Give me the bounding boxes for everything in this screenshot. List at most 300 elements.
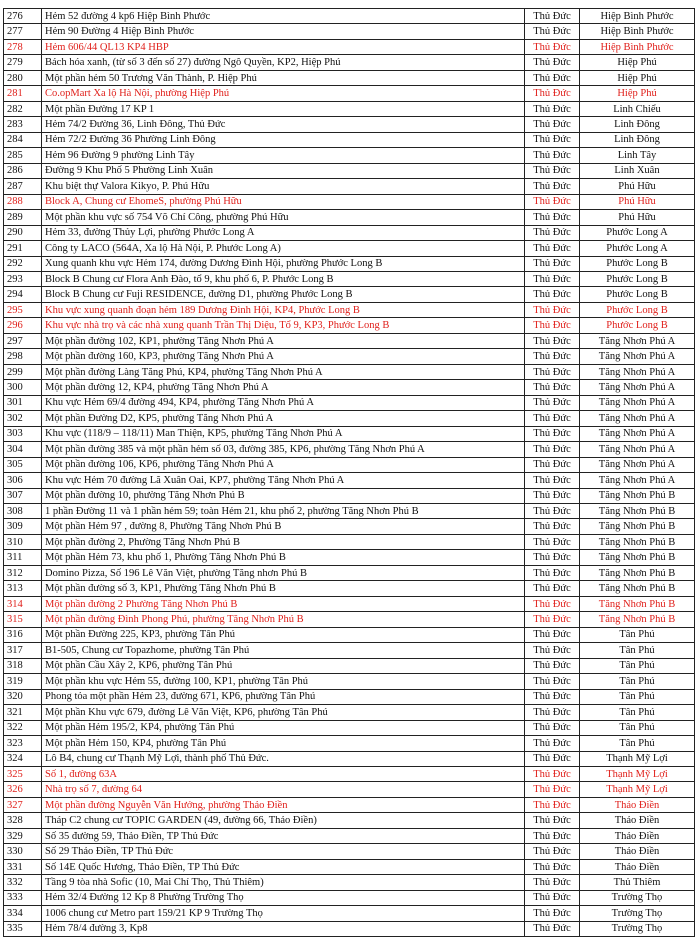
district-cell: Thủ Đức	[525, 349, 580, 364]
district-cell: Thủ Đức	[525, 364, 580, 379]
row-number-cell: 310	[4, 534, 42, 549]
location-cell: Một phần đường Làng Tăng Phú, KP4, phường Tăng Nhơn Phú A	[42, 364, 525, 379]
district-cell: Thủ Đức	[525, 844, 580, 859]
row-number-cell: 288	[4, 194, 42, 209]
table-row	[4, 813, 695, 828]
district-cell: Thủ Đức	[525, 658, 580, 673]
location-cell: Nhà trọ số 7, đường 64	[42, 782, 525, 797]
table-row	[4, 906, 695, 921]
table-row	[4, 333, 695, 348]
location-cell: Lô B4, chung cư Thạnh Mỹ Lợi, thành phố Thủ Đức.	[42, 751, 525, 766]
ward-cell: Tăng Nhơn Phú B	[580, 596, 695, 611]
row-number-cell: 302	[4, 411, 42, 426]
ward-cell: Linh Đông	[580, 132, 695, 147]
table-row	[4, 921, 695, 936]
district-cell: Thủ Đức	[525, 241, 580, 256]
location-cell: Một phần Đường 225, KP3, phường Tân Phú	[42, 627, 525, 642]
row-number-cell: 300	[4, 380, 42, 395]
district-cell: Thủ Đức	[525, 488, 580, 503]
table-row	[4, 674, 695, 689]
district-cell: Thủ Đức	[525, 194, 580, 209]
district-cell: Thủ Đức	[525, 782, 580, 797]
ward-cell: Thảo Điền	[580, 813, 695, 828]
location-cell: Co.opMart Xa lộ Hà Nội, phường Hiệp Phú	[42, 86, 525, 101]
ward-cell: Tăng Nhơn Phú A	[580, 349, 695, 364]
ward-cell: Linh Chiểu	[580, 101, 695, 116]
table-row	[4, 550, 695, 565]
ward-cell: Tân Phú	[580, 658, 695, 673]
ward-cell: Thảo Điền	[580, 859, 695, 874]
ward-cell: Tăng Nhơn Phú B	[580, 612, 695, 627]
district-cell: Thủ Đức	[525, 519, 580, 534]
district-cell: Thủ Đức	[525, 24, 580, 39]
table-row	[4, 271, 695, 286]
location-cell: Một phần đường Đình Phong Phú, phường Tăng Nhơn Phú B	[42, 612, 525, 627]
row-number-cell: 329	[4, 828, 42, 843]
ward-cell: Tăng Nhơn Phú A	[580, 442, 695, 457]
district-cell: Thủ Đức	[525, 797, 580, 812]
row-number-cell: 298	[4, 349, 42, 364]
table-row	[4, 148, 695, 163]
district-cell: Thủ Đức	[525, 643, 580, 658]
ward-cell: Phước Long B	[580, 287, 695, 302]
table-row	[4, 395, 695, 410]
table-row	[4, 643, 695, 658]
location-cell: Một phần đường 160, KP3, phường Tăng Nhơn Phú A	[42, 349, 525, 364]
location-cell: Một phần hẻm 50 Trương Văn Thành, P. Hiệp Phú	[42, 70, 525, 85]
table-row	[4, 426, 695, 441]
district-cell: Thủ Đức	[525, 210, 580, 225]
table-row	[4, 890, 695, 905]
row-number-cell: 330	[4, 844, 42, 859]
table-row	[4, 519, 695, 534]
row-number-cell: 289	[4, 210, 42, 225]
district-cell: Thủ Đức	[525, 380, 580, 395]
location-cell: Một phần Hẻm 73, khu phố 1, Phường Tăng Nhơn Phú B	[42, 550, 525, 565]
district-cell: Thủ Đức	[525, 163, 580, 178]
district-cell: Thủ Đức	[525, 426, 580, 441]
location-cell: Khu vực (118/9 – 118/11) Man Thiện, KP5, phường Tăng Nhơn Phú A	[42, 426, 525, 441]
location-cell: Khu vực Hẻm 70 đường Lã Xuân Oai, KP7, phường Tăng Nhơn Phú A	[42, 473, 525, 488]
location-cell: Một phần Cầu Xây 2, KP6, phường Tân Phú	[42, 658, 525, 673]
row-number-cell: 284	[4, 132, 42, 147]
ward-cell: Phước Long A	[580, 241, 695, 256]
row-number-cell: 328	[4, 813, 42, 828]
row-number-cell: 299	[4, 364, 42, 379]
row-number-cell: 333	[4, 890, 42, 905]
location-cell: Đường 9 Khu Phố 5 Phường Linh Xuân	[42, 163, 525, 178]
location-cell: Tầng 9 tòa nhà Sofic (10, Mai Chí Thọ, Thủ Thiêm)	[42, 875, 525, 890]
location-cell: Một phần khu vực số 754 Võ Chí Công, phường Phú Hữu	[42, 210, 525, 225]
table-row	[4, 179, 695, 194]
row-number-cell: 305	[4, 457, 42, 472]
location-cell: Block B Chung cư Fuji RESIDENCE, đường D1, phường Phước Long B	[42, 287, 525, 302]
ward-cell: Hiệp Phú	[580, 70, 695, 85]
location-cell: Số 29 Thảo Điền, TP Thủ Đức	[42, 844, 525, 859]
ward-cell: Tân Phú	[580, 627, 695, 642]
ward-cell: Hiệp Bình Phước	[580, 24, 695, 39]
location-cell: Khu vực xung quanh đoạn hẻm 189 Dương Đình Hội, KP4, Phước Long B	[42, 302, 525, 317]
row-number-cell: 296	[4, 318, 42, 333]
row-number-cell: 326	[4, 782, 42, 797]
table-row	[4, 596, 695, 611]
district-cell: Thủ Đức	[525, 287, 580, 302]
document-page	[3, 8, 694, 937]
table-row	[4, 256, 695, 271]
ward-cell: Phước Long B	[580, 271, 695, 286]
ward-cell: Trường Thọ	[580, 921, 695, 936]
row-number-cell: 285	[4, 148, 42, 163]
district-cell: Thủ Đức	[525, 148, 580, 163]
row-number-cell: 334	[4, 906, 42, 921]
location-cell: Một phần Khu vực 679, đường Lê Văn Việt, KP6, phường Tân Phú	[42, 705, 525, 720]
district-cell: Thủ Đức	[525, 225, 580, 240]
table-row	[4, 782, 695, 797]
location-cell: Xung quanh khu vực Hẻm 174, đường Dương Đình Hội, phường Phước Long B	[42, 256, 525, 271]
row-number-cell: 312	[4, 565, 42, 580]
district-cell: Thủ Đức	[525, 813, 580, 828]
ward-cell: Tăng Nhơn Phú A	[580, 426, 695, 441]
district-cell: Thủ Đức	[525, 256, 580, 271]
district-cell: Thủ Đức	[525, 828, 580, 843]
district-cell: Thủ Đức	[525, 473, 580, 488]
table-row	[4, 70, 695, 85]
row-number-cell: 278	[4, 39, 42, 54]
table-row	[4, 101, 695, 116]
ward-cell: Hiệp Bình Phước	[580, 39, 695, 54]
location-cell: Tháp C2 chung cư TOPIC GARDEN (49, đường 66, Thảo Điền)	[42, 813, 525, 828]
location-cell: Hẻm 90 Đường 4 Hiệp Bình Phước	[42, 24, 525, 39]
row-number-cell: 323	[4, 736, 42, 751]
ward-cell: Phước Long B	[580, 256, 695, 271]
row-number-cell: 317	[4, 643, 42, 658]
table-row	[4, 380, 695, 395]
location-cell: Một phần Hẻm 97 , đường 8, Phường Tăng Nhơn Phú B	[42, 519, 525, 534]
district-cell: Thủ Đức	[525, 86, 580, 101]
table-row	[4, 828, 695, 843]
table-row	[4, 24, 695, 39]
table-row	[4, 117, 695, 132]
table-row	[4, 736, 695, 751]
location-cell: Hẻm 74/2 Đường 36, Linh Đông, Thủ Đức	[42, 117, 525, 132]
row-number-cell: 321	[4, 705, 42, 720]
location-cell: Một phần đường Nguyễn Văn Hưởng, phường Thảo Điền	[42, 797, 525, 812]
location-cell: Hẻm 72/2 Đường 36 Phường Linh Đông	[42, 132, 525, 147]
district-cell: Thủ Đức	[525, 689, 580, 704]
ward-cell: Tăng Nhơn Phú B	[580, 550, 695, 565]
row-number-cell: 319	[4, 674, 42, 689]
table-row	[4, 797, 695, 812]
district-cell: Thủ Đức	[525, 411, 580, 426]
ward-cell: Phước Long A	[580, 225, 695, 240]
row-number-cell: 281	[4, 86, 42, 101]
ward-cell: Tân Phú	[580, 689, 695, 704]
row-number-cell: 297	[4, 333, 42, 348]
ward-cell: Tăng Nhơn Phú B	[580, 565, 695, 580]
table-row	[4, 364, 695, 379]
table-row	[4, 9, 695, 24]
district-cell: Thủ Đức	[525, 875, 580, 890]
table-row	[4, 349, 695, 364]
row-number-cell: 306	[4, 473, 42, 488]
row-number-cell: 327	[4, 797, 42, 812]
table-row	[4, 627, 695, 642]
row-number-cell: 303	[4, 426, 42, 441]
location-cell: 1006 chung cư Metro part 159/21 KP 9 Trường Thọ	[42, 906, 525, 921]
row-number-cell: 331	[4, 859, 42, 874]
row-number-cell: 320	[4, 689, 42, 704]
district-cell: Thủ Đức	[525, 179, 580, 194]
table-row	[4, 473, 695, 488]
table-row	[4, 488, 695, 503]
location-cell: Hẻm 32/4 Đường 12 Kp 8 Phường Trường Thọ	[42, 890, 525, 905]
district-cell: Thủ Đức	[525, 101, 580, 116]
district-cell: Thủ Đức	[525, 890, 580, 905]
ward-cell: Linh Xuân	[580, 163, 695, 178]
ward-cell: Hiệp Phú	[580, 86, 695, 101]
ward-cell: Tân Phú	[580, 736, 695, 751]
row-number-cell: 309	[4, 519, 42, 534]
table-row	[4, 751, 695, 766]
district-cell: Thủ Đức	[525, 117, 580, 132]
table-row	[4, 411, 695, 426]
location-cell: Hẻm 606/44 QL13 KP4 HBP	[42, 39, 525, 54]
row-number-cell: 304	[4, 442, 42, 457]
ward-cell: Thủ Thiêm	[580, 875, 695, 890]
ward-cell: Phú Hữu	[580, 210, 695, 225]
district-cell: Thủ Đức	[525, 736, 580, 751]
row-number-cell: 335	[4, 921, 42, 936]
table-row	[4, 302, 695, 317]
ward-cell: Tăng Nhơn Phú A	[580, 457, 695, 472]
district-cell: Thủ Đức	[525, 627, 580, 642]
ward-cell: Hiệp Phú	[580, 55, 695, 70]
ward-cell: Trường Thọ	[580, 890, 695, 905]
row-number-cell: 322	[4, 720, 42, 735]
district-cell: Thủ Đức	[525, 921, 580, 936]
row-number-cell: 308	[4, 504, 42, 519]
table-row	[4, 457, 695, 472]
location-cell: Một phần Hẻm 150, KP4, phường Tân Phú	[42, 736, 525, 751]
table-row	[4, 132, 695, 147]
row-number-cell: 315	[4, 612, 42, 627]
district-cell: Thủ Đức	[525, 550, 580, 565]
ward-cell: Phước Long B	[580, 302, 695, 317]
ward-cell: Tăng Nhơn Phú B	[580, 534, 695, 549]
location-cell: Hẻm 96 Đường 9 phường Linh Tây	[42, 148, 525, 163]
location-cell: Số 14E Quốc Hương, Thảo Điền, TP Thủ Đức	[42, 859, 525, 874]
location-cell: Một phần đường 385 và một phần hẻm số 03, đường 385, KP6, phường Tăng Nhơn Phú A	[42, 442, 525, 457]
table-row	[4, 39, 695, 54]
location-cell: Một phần đường 106, KP6, phường Tăng Nhơn Phú A	[42, 457, 525, 472]
table-row	[4, 720, 695, 735]
row-number-cell: 279	[4, 55, 42, 70]
ward-cell: Thạnh Mỹ Lợi	[580, 782, 695, 797]
location-cell: Khu biệt thự Valora Kikyo, P. Phú Hữu	[42, 179, 525, 194]
ward-cell: Trường Thọ	[580, 906, 695, 921]
row-number-cell: 324	[4, 751, 42, 766]
table-row	[4, 705, 695, 720]
ward-cell: Linh Tây	[580, 148, 695, 163]
district-cell: Thủ Đức	[525, 457, 580, 472]
table-row	[4, 241, 695, 256]
ward-cell: Tăng Nhơn Phú A	[580, 380, 695, 395]
district-cell: Thủ Đức	[525, 581, 580, 596]
district-cell: Thủ Đức	[525, 612, 580, 627]
table-body	[4, 9, 695, 937]
district-cell: Thủ Đức	[525, 271, 580, 286]
ward-cell: Tăng Nhơn Phú A	[580, 364, 695, 379]
ward-cell: Thảo Điền	[580, 828, 695, 843]
location-cell: Domino Pizza, Số 196 Lê Văn Việt, phường Tăng nhơn Phú B	[42, 565, 525, 580]
row-number-cell: 332	[4, 875, 42, 890]
table-row	[4, 766, 695, 781]
location-cell: B1-505, Chung cư Topazhome, phường Tân Phú	[42, 643, 525, 658]
table-row	[4, 210, 695, 225]
row-number-cell: 283	[4, 117, 42, 132]
table-row	[4, 504, 695, 519]
ward-cell: Thảo Điền	[580, 797, 695, 812]
ward-cell: Tăng Nhơn Phú B	[580, 581, 695, 596]
location-cell: Số 35 đường 59, Thảo Điền, TP Thủ Đức	[42, 828, 525, 843]
location-cell: Một phần Đường D2, KP5, phường Tăng Nhơn Phú A	[42, 411, 525, 426]
location-cell: Một phần đường 12, KP4, phường Tăng Nhơn Phú A	[42, 380, 525, 395]
table-row	[4, 318, 695, 333]
ward-cell: Linh Đông	[580, 117, 695, 132]
location-cell: Phong tỏa một phần Hẻm 23, đường 671, KP6, phường Tân Phú	[42, 689, 525, 704]
row-number-cell: 316	[4, 627, 42, 642]
district-cell: Thủ Đức	[525, 55, 580, 70]
district-cell: Thủ Đức	[525, 766, 580, 781]
location-cell: Hẻm 33, đường Thủy Lợi, phường Phước Long A	[42, 225, 525, 240]
district-cell: Thủ Đức	[525, 720, 580, 735]
location-cell: Khu vực nhà trọ và các nhà xung quanh Trần Thị Diệu, Tổ 9, KP3, Phước Long B	[42, 318, 525, 333]
district-cell: Thủ Đức	[525, 333, 580, 348]
district-cell: Thủ Đức	[525, 39, 580, 54]
row-number-cell: 276	[4, 9, 42, 24]
ward-cell: Hiệp Bình Phước	[580, 9, 695, 24]
ward-cell: Tăng Nhơn Phú B	[580, 519, 695, 534]
district-cell: Thủ Đức	[525, 70, 580, 85]
ward-cell: Phú Hữu	[580, 194, 695, 209]
table-row	[4, 194, 695, 209]
lockdown-locations-table	[3, 8, 695, 937]
row-number-cell: 280	[4, 70, 42, 85]
location-cell: Một phần đường 2 Phường Tăng Nhơn Phú B	[42, 596, 525, 611]
location-cell: Block A, Chung cư EhomeS, phường Phú Hữu	[42, 194, 525, 209]
table-row	[4, 658, 695, 673]
ward-cell: Thạnh Mỹ Lợi	[580, 751, 695, 766]
district-cell: Thủ Đức	[525, 596, 580, 611]
table-row	[4, 163, 695, 178]
table-row	[4, 565, 695, 580]
ward-cell: Tân Phú	[580, 643, 695, 658]
location-cell: Hẻm 52 đường 4 kp6 Hiệp Bình Phước	[42, 9, 525, 24]
ward-cell: Phước Long B	[580, 318, 695, 333]
row-number-cell: 277	[4, 24, 42, 39]
row-number-cell: 293	[4, 271, 42, 286]
location-cell: Một phần đường 10, phường Tăng Nhơn Phú B	[42, 488, 525, 503]
district-cell: Thủ Đức	[525, 751, 580, 766]
ward-cell: Thảo Điền	[580, 844, 695, 859]
row-number-cell: 314	[4, 596, 42, 611]
row-number-cell: 325	[4, 766, 42, 781]
ward-cell: Tân Phú	[580, 705, 695, 720]
ward-cell: Tăng Nhơn Phú A	[580, 333, 695, 348]
location-cell: Khu vực Hẻm 69/4 đường 494, KP4, phường Tăng Nhơn Phú A	[42, 395, 525, 410]
district-cell: Thủ Đức	[525, 674, 580, 689]
location-cell: Số 1, đường 63A	[42, 766, 525, 781]
table-row	[4, 612, 695, 627]
row-number-cell: 282	[4, 101, 42, 116]
location-cell: 1 phần Đường 11 và 1 phần hẻm 59; toàn Hẻm 21, khu phố 2, phường Tăng Nhơn Phú B	[42, 504, 525, 519]
table-row	[4, 581, 695, 596]
row-number-cell: 292	[4, 256, 42, 271]
table-row	[4, 844, 695, 859]
location-cell: Một phần Hẻm 195/2, KP4, phường Tân Phú	[42, 720, 525, 735]
ward-cell: Tăng Nhơn Phú B	[580, 488, 695, 503]
location-cell: Một phần đường 102, KP1, phường Tăng Nhơn Phú A	[42, 333, 525, 348]
district-cell: Thủ Đức	[525, 705, 580, 720]
ward-cell: Tăng Nhơn Phú B	[580, 504, 695, 519]
row-number-cell: 307	[4, 488, 42, 503]
location-cell: Công ty LACO (564A, Xa lộ Hà Nội, P. Phước Long A)	[42, 241, 525, 256]
ward-cell: Tăng Nhơn Phú A	[580, 395, 695, 410]
location-cell: Hẻm 78/4 đường 3, Kp8	[42, 921, 525, 936]
row-number-cell: 295	[4, 302, 42, 317]
ward-cell: Tăng Nhơn Phú A	[580, 411, 695, 426]
table-row	[4, 287, 695, 302]
row-number-cell: 318	[4, 658, 42, 673]
district-cell: Thủ Đức	[525, 534, 580, 549]
ward-cell: Tân Phú	[580, 674, 695, 689]
location-cell: Một phần khu vực Hẻm 55, đường 100, KP1, phường Tân Phú	[42, 674, 525, 689]
row-number-cell: 286	[4, 163, 42, 178]
row-number-cell: 291	[4, 241, 42, 256]
district-cell: Thủ Đức	[525, 395, 580, 410]
table-row	[4, 86, 695, 101]
district-cell: Thủ Đức	[525, 906, 580, 921]
district-cell: Thủ Đức	[525, 9, 580, 24]
row-number-cell: 290	[4, 225, 42, 240]
table-row	[4, 225, 695, 240]
table-row	[4, 689, 695, 704]
row-number-cell: 287	[4, 179, 42, 194]
location-cell: Một phần đường 2, Phường Tăng Nhơn Phú B	[42, 534, 525, 549]
location-cell: Block B Chung cư Flora Anh Đào, tổ 9, khu phố 6, P. Phước Long B	[42, 271, 525, 286]
district-cell: Thủ Đức	[525, 318, 580, 333]
ward-cell: Tăng Nhơn Phú A	[580, 473, 695, 488]
ward-cell: Thạnh Mỹ Lợi	[580, 766, 695, 781]
ward-cell: Tân Phú	[580, 720, 695, 735]
table-row	[4, 55, 695, 70]
row-number-cell: 294	[4, 287, 42, 302]
district-cell: Thủ Đức	[525, 504, 580, 519]
row-number-cell: 301	[4, 395, 42, 410]
table-row	[4, 875, 695, 890]
district-cell: Thủ Đức	[525, 132, 580, 147]
location-cell: Một phần đường số 3, KP1, Phường Tăng Nhơn Phú B	[42, 581, 525, 596]
district-cell: Thủ Đức	[525, 859, 580, 874]
table-row	[4, 442, 695, 457]
district-cell: Thủ Đức	[525, 565, 580, 580]
row-number-cell: 311	[4, 550, 42, 565]
table-row	[4, 534, 695, 549]
row-number-cell: 313	[4, 581, 42, 596]
district-cell: Thủ Đức	[525, 442, 580, 457]
table-row	[4, 859, 695, 874]
location-cell: Một phần Đường 17 KP 1	[42, 101, 525, 116]
